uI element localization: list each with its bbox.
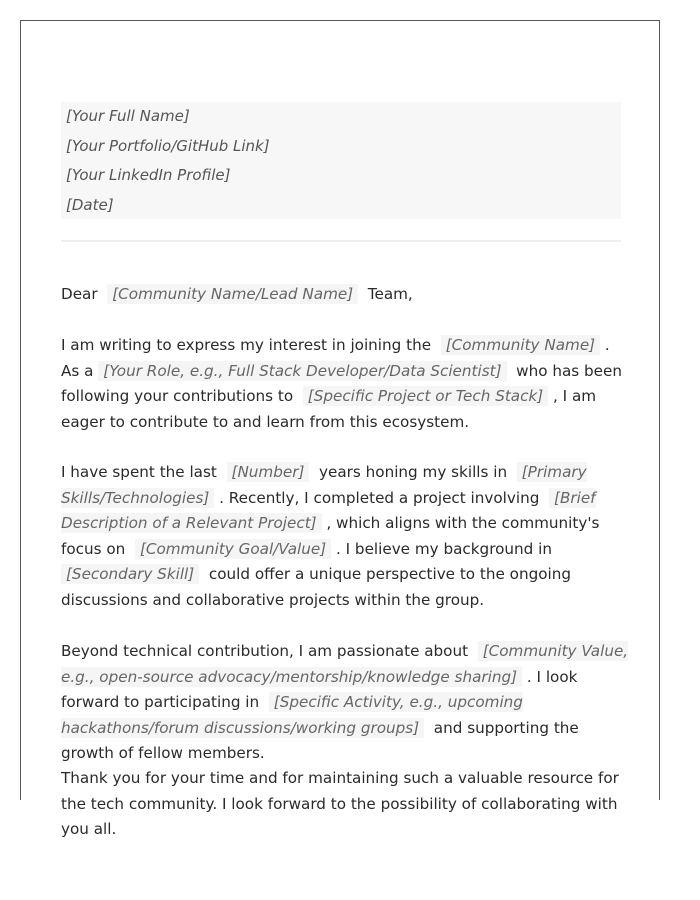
paragraph-text: , I am eager to contribute to and learn from this ecosystem. xyxy=(61,387,597,431)
paragraph-text: could offer a unique perspective to the ongoing discussions and collaborative projects within the group. xyxy=(61,565,572,609)
sender-portfolio-link: [Your Portfolio/GitHub Link] xyxy=(66,137,270,155)
placeholder-community-name: [Community Name] xyxy=(441,335,600,355)
paragraph-text: and supporting the growth of fellow members. xyxy=(61,718,579,763)
paragraph-text: years honing my skills in xyxy=(319,463,508,481)
paragraph-text: . As a xyxy=(61,336,610,380)
placeholder-specific-activity: [Specific Activity, e.g., upcoming hackathons/forum discussions/working groups] xyxy=(61,693,523,737)
paragraph-closing xyxy=(61,766,631,843)
placeholder-number: [Number] xyxy=(227,462,310,482)
greeting-suffix: Team, xyxy=(367,285,413,303)
placeholder-primary-skills: [Primary Skills/Technologies] xyxy=(61,463,587,507)
paragraph-interest xyxy=(61,333,631,435)
sender-name: [Your Full Name] xyxy=(66,107,190,125)
letter-date: [Date] xyxy=(66,196,114,214)
placeholder-community-lead: [Community Name/Lead Name] xyxy=(107,284,358,304)
paragraph-text: . Recently, I completed a project involving xyxy=(219,488,540,507)
paragraph-text: . I believe my background in xyxy=(335,539,552,558)
paragraph-text: , which aligns with the community's focus on xyxy=(61,514,600,558)
placeholder-community-value: [Community Value, e.g., open-source advocacy/mentorship/knowledge sharing] xyxy=(61,642,629,686)
paragraph-passion xyxy=(61,639,631,767)
paragraph-text: Beyond technical contribution, I am passionate about xyxy=(61,642,469,660)
placeholder-specific-project: [Specific Project or Tech Stack] xyxy=(303,386,548,406)
greeting-prefix: Dear xyxy=(61,285,98,303)
paragraph-text: Thank you for your time and for maintaining such a valuable resource for the tech community. I look forward to the possibility of collaborating with you all. xyxy=(61,769,619,839)
sender-info-block xyxy=(61,102,621,219)
sender-linkedin-profile: [Your LinkedIn Profile] xyxy=(66,166,231,184)
placeholder-community-goal: [Community Goal/Value] xyxy=(135,539,331,559)
placeholder-project-description: [Brief Description of a Relevant Project] xyxy=(61,488,596,533)
paragraph-text: who has been following your contributions to xyxy=(61,361,622,406)
placeholder-your-role: [Your Role, e.g., Full Stack Developer/Data Scientist] xyxy=(98,361,506,381)
paragraph-text: . I look forward to participating in xyxy=(61,667,578,712)
placeholder-secondary-skill: [Secondary Skill] xyxy=(61,564,199,584)
letter-page xyxy=(20,20,660,839)
paragraph-text: I have spent the last xyxy=(61,463,217,481)
divider xyxy=(61,240,621,242)
greeting xyxy=(61,282,631,308)
paragraph-text: I am writing to express my interest in joining the xyxy=(61,336,432,354)
paragraph-experience xyxy=(61,460,631,614)
